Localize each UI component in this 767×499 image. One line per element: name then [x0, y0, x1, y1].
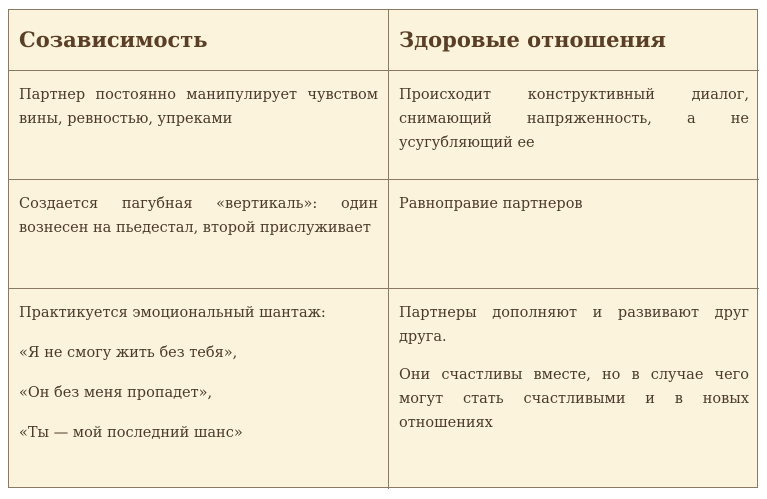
row1-healthy-text: Происходит конструктивный диалог, снимающий напряженность, а не усугубляющий ее: [399, 87, 749, 151]
row3-healthy-cell: [389, 289, 759, 489]
row2-codependency-text: Создается пагубная «вертикаль»: один вознесен на пьедестал, второй прислуживает: [19, 196, 378, 236]
header-codependency: Созависимость: [9, 10, 389, 71]
row3-healthy-text-2: Они счастливы вместе, но в случае чего могут стать счастливыми и в новых отношениях: [399, 367, 749, 431]
row1-codependency-cell: [9, 71, 389, 180]
row1-codependency-text: Партнер постоянно манипулирует чувством вины, ревностью, упреками: [19, 87, 378, 127]
row3-healthy-text-1: Партнеры дополняют и развивают друг друга.: [399, 305, 749, 345]
row3-codependency-quote-1: «Я не смогу жить без тебя»,: [19, 345, 238, 361]
header-healthy-relationships: Здоровые отношения: [389, 10, 759, 71]
row2-codependency-cell: [9, 180, 389, 289]
row3-codependency-quote-2: «Он без меня пропадет»,: [19, 385, 213, 401]
comparison-table: [8, 9, 758, 488]
row3-codependency-quote-3: «Ты — мой последний шанс»: [19, 425, 243, 441]
row3-codependency-intro: Практикуется эмоциональный шантаж:: [19, 305, 326, 321]
row2-healthy-text: Равноправие партнеров: [399, 196, 583, 212]
row2-healthy-cell: [389, 180, 759, 289]
row3-codependency-cell: [9, 289, 389, 489]
row1-healthy-cell: [389, 71, 759, 180]
